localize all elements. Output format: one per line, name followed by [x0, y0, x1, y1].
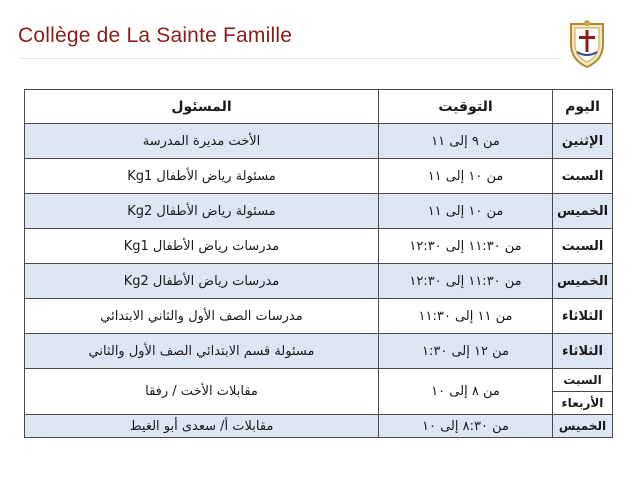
time-cell: من ٩ إلى ١١	[379, 124, 553, 159]
table-row	[25, 159, 613, 194]
table-row	[25, 369, 613, 392]
responsible-cell: مدرسات رياض الأطفال Kg1	[25, 229, 379, 264]
time-cell: من ١١ إلى ١١:٣٠	[379, 299, 553, 334]
time-cell: من ٨:٣٠ إلى ١٠	[379, 415, 553, 438]
schedule-table	[24, 89, 613, 438]
responsible-cell: مسئولة رياض الأطفال Kg2	[25, 194, 379, 229]
responsible-cell: مدرسات الصف الأول والثاني الابتدائي	[25, 299, 379, 334]
header-divider	[20, 58, 560, 59]
responsible-cell: مسئولة رياض الأطفال Kg1	[25, 159, 379, 194]
header-responsible: المسئول	[25, 90, 379, 124]
table-row	[25, 334, 613, 369]
responsible-cell: مقابلات أ/ سعدى أبو الغيط	[25, 415, 379, 438]
day-cell: الخميس	[553, 264, 613, 299]
day-cell: الأربعاء	[553, 392, 613, 415]
school-crest-icon	[566, 18, 608, 70]
day-cell: السبت	[553, 159, 613, 194]
time-cell: من ٨ إلى ١٠	[379, 369, 553, 415]
day-cell: الإثنين	[553, 124, 613, 159]
responsible-cell: مدرسات رياض الأطفال Kg2	[25, 264, 379, 299]
time-cell: من ١١:٣٠ إلى ١٢:٣٠	[379, 229, 553, 264]
table-row	[25, 415, 613, 438]
header-day: اليوم	[553, 90, 613, 124]
table-header-row	[25, 90, 613, 124]
time-cell: من ١١:٣٠ إلى ١٢:٣٠	[379, 264, 553, 299]
day-cell: الثلاثاء	[553, 334, 613, 369]
responsible-cell: الأخت مديرة المدرسة	[25, 124, 379, 159]
table-row	[25, 299, 613, 334]
day-cell: الخميس	[553, 194, 613, 229]
day-cell: الخميس	[553, 415, 613, 438]
day-cell: السبت	[553, 229, 613, 264]
time-cell: من ١٠ إلى ١١	[379, 159, 553, 194]
table-row	[25, 264, 613, 299]
table-row	[25, 229, 613, 264]
time-cell: من ١٢ إلى ١:٣٠	[379, 334, 553, 369]
time-cell: من ١٠ إلى ١١	[379, 194, 553, 229]
page-title: Collège de La Sainte Famille	[18, 24, 293, 47]
responsible-cell: مسئولة قسم الابتدائي الصف الأول والثاني	[25, 334, 379, 369]
header-time: التوقيت	[379, 90, 553, 124]
table-row	[25, 194, 613, 229]
table-row	[25, 124, 613, 159]
day-cell: السبت	[553, 369, 613, 392]
day-cell: الثلاثاء	[553, 299, 613, 334]
responsible-cell: مقابلات الأخت / رفقا	[25, 369, 379, 415]
